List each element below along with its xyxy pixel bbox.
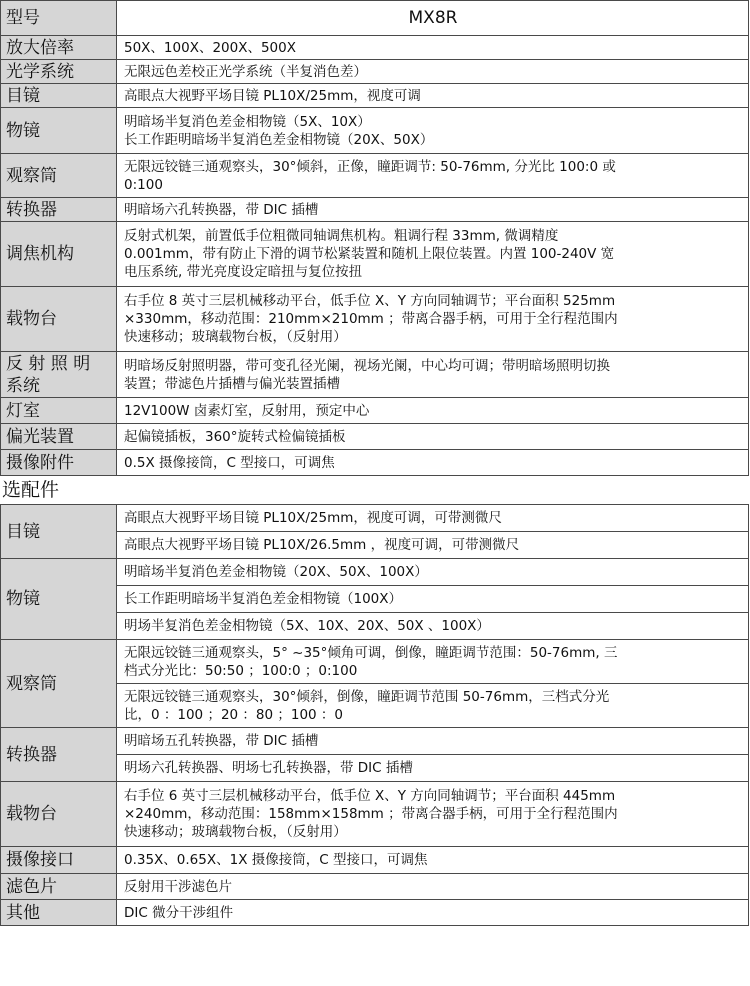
spec-value: 明暗场六孔转换器，带 DIC 插槽	[117, 198, 749, 222]
spec-label: 观察筒	[1, 154, 117, 198]
table-row	[1, 154, 749, 198]
label-line: 系统	[6, 375, 40, 396]
spec-value: 无限远色差校正光学系统（半复消色差）	[117, 60, 749, 84]
spec-value: DIC 微分干涉组件	[117, 900, 749, 926]
table-row	[1, 287, 749, 352]
spec-value	[117, 782, 749, 847]
spec-value: 高眼点大视野平场目镜 PL10X/25mm，视度可调，可带测微尺	[117, 505, 749, 532]
spec-value	[117, 684, 749, 728]
spec-value: 12V100W 卤素灯室，反射用，预定中心	[117, 398, 749, 424]
table-row	[1, 108, 749, 154]
spec-label: 滤色片	[1, 874, 117, 900]
value-line: ×330mm，移动范围：210mm×210mm ；带离合器手柄，可用于全行程范围内	[124, 311, 618, 327]
table-row	[1, 640, 749, 684]
value-line: 无限远铰链三通观察头，30°倾斜，倒像，瞳距调节范围 50-76mm，三档式分光	[124, 688, 610, 705]
value-line: 装置；带滤色片插槽与偏光装置插槽	[124, 375, 340, 392]
spec-value: 明暗场五孔转换器，带 DIC 插槽	[117, 728, 749, 755]
spec-value: 高眼点大视野平场目镜 PL10X/26.5mm ，视度可调，可带测微尺	[117, 532, 749, 559]
spec-label: 偏光装置	[1, 424, 117, 450]
table-row	[1, 352, 749, 398]
table-row	[1, 505, 749, 532]
spec-label: 其他	[1, 900, 117, 926]
spec-value	[117, 287, 749, 352]
spec-value: 高眼点大视野平场目镜 PL10X/25mm，视度可调	[117, 84, 749, 108]
spec-label: 载物台	[1, 287, 117, 352]
spec-label: 目镜	[1, 505, 117, 559]
table-row	[1, 559, 749, 586]
spec-label: 型号	[1, 1, 117, 36]
model-name: MX8R	[117, 1, 749, 36]
table-row	[1, 450, 749, 476]
spec-label: 物镜	[1, 559, 117, 640]
value-line: 右手位 6 英寸三层机械移动平台，低手位 X、Y 方向同轴调节；平台面积 445mm	[124, 788, 616, 804]
table-row	[1, 60, 749, 84]
spec-label: 转换器	[1, 728, 117, 782]
spec-label: 放大倍率	[1, 36, 117, 60]
spec-value: 明场六孔转换器、明场七孔转换器，带 DIC 插槽	[117, 755, 749, 782]
spec-table	[0, 0, 749, 476]
spec-value: 起偏镜插板，360°旋转式检偏镜插板	[117, 424, 749, 450]
table-row	[1, 1, 749, 36]
value-line: 无限远铰链三通观察头，5° ~35°倾角可调，倒像，瞳距调节范围：50-76mm, 三	[124, 644, 618, 661]
spec-label: 摄像附件	[1, 450, 117, 476]
spec-label: 目镜	[1, 84, 117, 108]
spec-value	[117, 222, 749, 287]
spec-label: 光学系统	[1, 60, 117, 84]
value-line: ×240mm，移动范围：158mm×158mm ；带离合器手柄，可用于全行程范围内	[124, 806, 618, 822]
value-line: 0:100	[124, 176, 163, 193]
spec-label: 摄像接口	[1, 847, 117, 874]
value-line: 0.001mm，带有防止下滑的调节松紧装置和随机上限位装置。内置 100-240V 宽	[124, 246, 615, 262]
spec-label: 物镜	[1, 108, 117, 154]
table-row	[1, 874, 749, 900]
value-line: 快速移动；玻璃载物台板，（反射用）	[124, 824, 347, 840]
spec-label: 载物台	[1, 782, 117, 847]
spec-label: 调焦机构	[1, 222, 117, 287]
spec-value	[117, 640, 749, 684]
value-line: 比，0 ：100 ；20 ：80 ；100 ：0	[124, 706, 344, 723]
table-row	[1, 36, 749, 60]
table-row	[1, 900, 749, 926]
value-line: 明暗场半复消色差金相物镜（5X、10X）	[124, 113, 371, 130]
value-line: 反射式机架，前置低手位粗微同轴调焦机构。粗调行程 33mm, 微调精度	[124, 228, 559, 244]
value-line: 右手位 8 英寸三层机械移动平台，低手位 X、Y 方向同轴调节；平台面积 525mm	[124, 293, 616, 309]
spec-value: 明场半复消色差金相物镜（5X、10X、20X、50X 、100X）	[117, 613, 749, 640]
value-line: 档式分光比：50:50 ；100:0 ；0:100	[124, 662, 358, 679]
spec-label	[1, 352, 117, 398]
spec-value: 长工作距明暗场半复消色差金相物镜（100X）	[117, 586, 749, 613]
table-row	[1, 198, 749, 222]
spec-value: 0.35X、0.65X、1X 摄像接筒，C 型接口，可调焦	[117, 847, 749, 874]
table-row	[1, 424, 749, 450]
table-row	[1, 847, 749, 874]
value-line: 电压系统, 带光亮度设定暗扭与复位按扭	[124, 264, 363, 280]
spec-value: 0.5X 摄像接筒，C 型接口，可调焦	[117, 450, 749, 476]
table-row	[1, 398, 749, 424]
value-line: 长工作距明暗场半复消色差金相物镜（20X、50X）	[124, 131, 434, 148]
table-row	[1, 222, 749, 287]
spec-value	[117, 352, 749, 398]
spec-label: 转换器	[1, 198, 117, 222]
spec-label: 灯室	[1, 398, 117, 424]
spec-value: 明暗场半复消色差金相物镜（20X、50X、100X）	[117, 559, 749, 586]
spec-value: 反射用干涉滤色片	[117, 874, 749, 900]
value-line: 快速移动；玻璃载物台板，（反射用）	[124, 329, 347, 345]
label-line: 反 射 照 明	[6, 353, 91, 374]
value-line: 明暗场反射照明器，带可变孔径光阑，视场光阑，中心均可调；带明暗场照明切换	[124, 357, 610, 374]
optional-section-title: 选配件	[2, 479, 60, 501]
table-row	[1, 728, 749, 755]
table-row	[1, 84, 749, 108]
optional-table	[0, 504, 749, 926]
table-row	[1, 782, 749, 847]
spec-value	[117, 154, 749, 198]
spec-value	[117, 108, 749, 154]
value-line: 无限远铰链三通观察头，30°倾斜，正像，瞳距调节: 50-76mm, 分光比 100:0 或	[124, 158, 616, 175]
spec-label: 观察筒	[1, 640, 117, 728]
spec-value: 50X、100X、200X、500X	[117, 36, 749, 60]
